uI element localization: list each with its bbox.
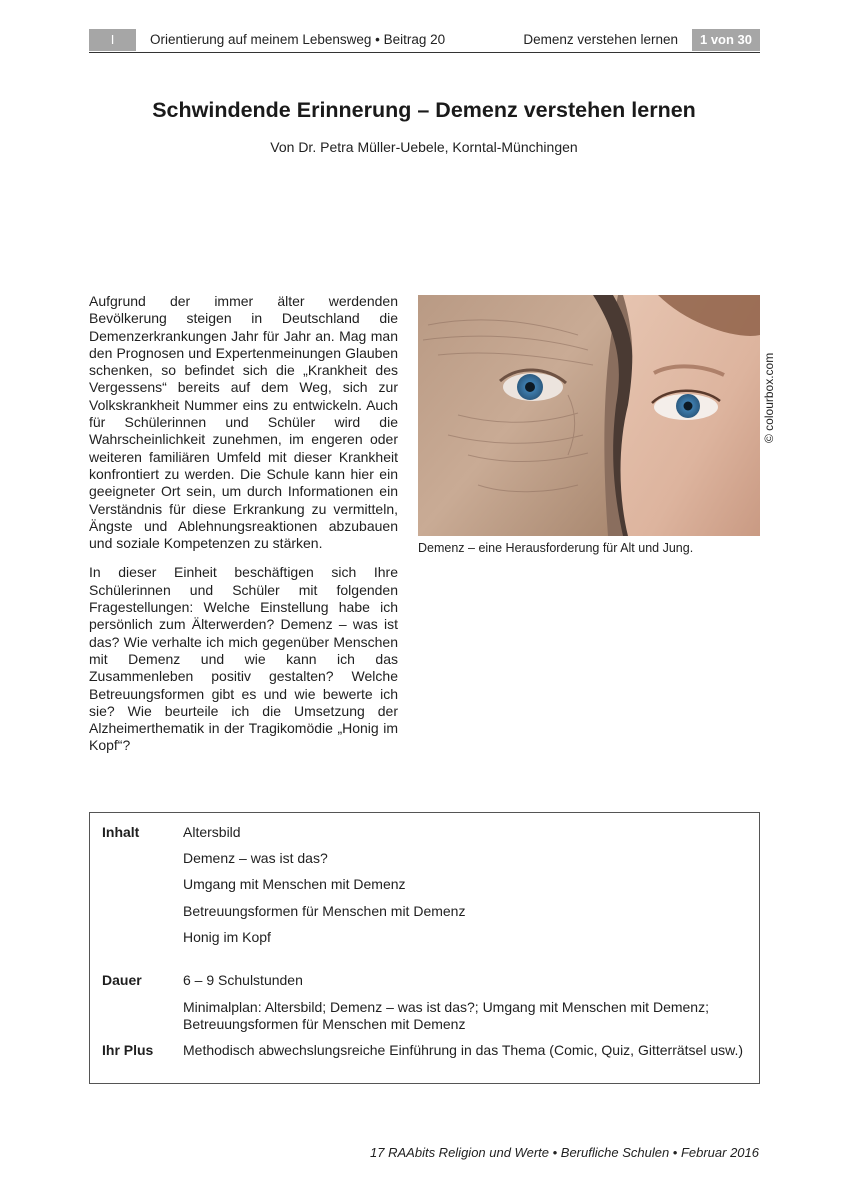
inhalt-item: Altersbild bbox=[183, 824, 241, 840]
child-eye-pupil bbox=[684, 402, 693, 411]
page-number-badge: 1 von 30 bbox=[692, 29, 760, 51]
inhalt-item: Betreuungsformen für Menschen mit Demenz bbox=[183, 903, 466, 919]
inhalt-item: Honig im Kopf bbox=[183, 929, 271, 945]
faces-photo bbox=[418, 295, 760, 536]
elderly-face bbox=[418, 295, 618, 536]
intro-paragraph-2: In dieser Einheit beschäftigen sich Ihre Schülerinnen und Schüler mit folgenden Fragestellungen: Welche Einstellung habe ich persönlich zum Älterwerden? Demenz – was ist das? Wie verhalte ich mich gegenüber Menschen mit Demenz und wie kann ich das Zusammenleben positiv gestalten? Welche Betreuungsformen gibt es und wie bewerte ich sie? Wie beurteile ich die Umsetzung der Alzheimerthematik in der Tragikomödie „Honig im Kopf“? bbox=[89, 564, 398, 754]
header-rule bbox=[89, 52, 760, 53]
photo-caption: Demenz – eine Herausforderung für Alt und Jung. bbox=[418, 541, 694, 555]
elderly-eye-pupil bbox=[525, 382, 535, 392]
ihr-plus-label: Ihr Plus bbox=[102, 1042, 154, 1058]
inhalt-item: Demenz – was ist das? bbox=[183, 850, 328, 866]
intro-paragraph-1: Aufgrund der immer älter werdenden Bevölkerung steigen in Deutschland die Demenzerkrankungen Jahr für Jahr an. Mag man den Prognosen und Expertenmeinungen Glauben schenken, so befindet sich die „Krankheit des Vergessens“ bereits auf dem Weg, sich zur Volkskrankheit Nummer eins zu entwickeln. Auch für Schülerinnen und Schüler wird die Wahrscheinlichkeit zunehmen, im engeren oder weiteren familiären Umfeld mit dieser Krankheit konfrontiert zu werden. Die Schule kann hier ein geeigneter Ort sein, um durch Informationen ein Verständnis für diese Erkrankung zu vermitteln, Ängste und Ablehnungsreaktionen abzubauen und soziale Kompetenzen zu stärken. bbox=[89, 293, 398, 552]
inhalt-label: Inhalt bbox=[102, 824, 140, 840]
page-title: Schwindende Erinnerung – Demenz verstehen lernen bbox=[152, 98, 696, 122]
inhalt-item: Umgang mit Menschen mit Demenz bbox=[183, 876, 406, 892]
minimalplan-text: Minimalplan: Altersbild; Demenz – was ist das?; Umgang mit Menschen mit Demenz; Betreuungsformen für Menschen mit Demenz bbox=[183, 999, 709, 1032]
ihr-plus-value: Methodisch abwechslungsreiche Einführung in das Thema (Comic, Quiz, Gitterrätsel usw.) bbox=[183, 1042, 743, 1058]
overview-box bbox=[89, 812, 760, 1084]
topic-label: Demenz verstehen lernen bbox=[523, 32, 678, 47]
intro-text bbox=[89, 293, 398, 767]
dauer-label: Dauer bbox=[102, 972, 142, 988]
photo-credit: © colourbox.com bbox=[762, 352, 776, 443]
series-label: Orientierung auf meinem Lebensweg • Beitrag 20 bbox=[150, 32, 446, 47]
faces-photo-illustration bbox=[418, 295, 760, 536]
page-footer: 17 RAAbits Religion und Werte • Berufliche Schulen • Februar 2016 bbox=[370, 1145, 759, 1160]
page-header bbox=[89, 29, 760, 53]
dauer-value: 6 – 9 Schulstunden bbox=[183, 972, 303, 988]
section-numeral-badge: I bbox=[89, 29, 136, 51]
author-line: Von Dr. Petra Müller-Uebele, Korntal-Münchingen bbox=[270, 139, 578, 155]
